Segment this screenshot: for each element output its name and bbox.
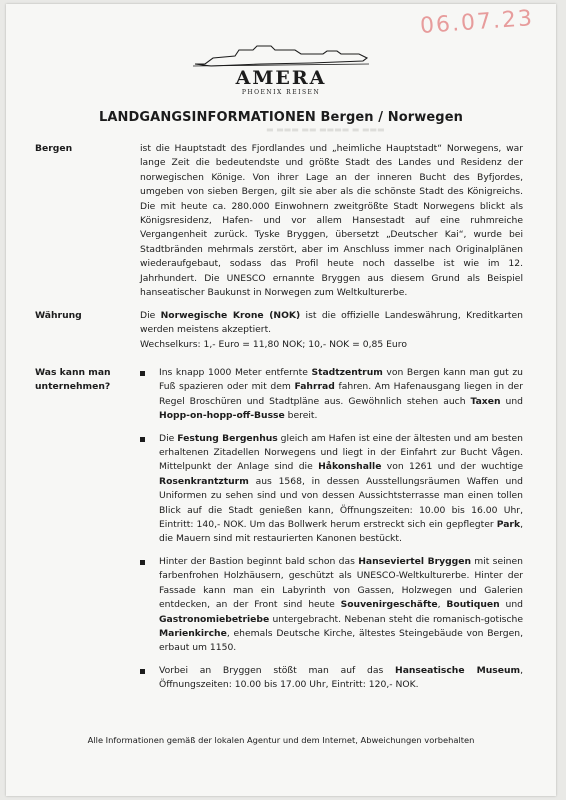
section-label-activities — [35, 366, 125, 395]
label-line: unternehmen? — [35, 381, 111, 393]
brand-name: AMERA — [235, 67, 327, 89]
text-run: aus 1568, in dessen Ausstellungsräumen Waffen und Uniformen zu sehen sind und von dessen Aussichtsterrasse man einen tollen Blick auf die Stadt genießen kann, Öffnungszeiten: 10.00 bis 16.00 Uhr, Eintritt: 140,- NOK. Um das Bollwerk herum erstreckt sich ein gepflegter — [159, 475, 523, 531]
highlight: Boutiquen — [446, 599, 500, 611]
section-label-waehrung: Währung — [35, 310, 82, 321]
bullet-icon — [140, 669, 145, 674]
handwritten-date: 06.07.23 — [419, 6, 535, 39]
waehrung-paragraph — [140, 309, 523, 338]
text-run: mit seinen farbenfrohen Holzhäusern, geschützt als UNESCO-Weltkulturerbe. Hinter der Fassade kann man ein Labyrinth von Gassen, Holzwegen und Galerien entdecken, an der Front sind heute — [159, 555, 523, 611]
page-title: LANDGANGSINFORMATIONEN Bergen / Norwegen — [99, 110, 463, 125]
text-run: , — [437, 599, 447, 611]
highlight: Gastronomiebetriebe — [159, 613, 270, 625]
document-page — [6, 4, 556, 796]
text-run: von 1261 und der wuchtige — [381, 461, 523, 473]
footer-disclaimer: Alle Informationen gemäß der lokalen Agentur und dem Internet, Abweichungen vorbehalten — [87, 735, 475, 745]
highlight: Fahrrad — [294, 381, 335, 393]
text-run: Ins knapp 1000 Meter entfernte — [159, 367, 312, 378]
activities-list — [140, 366, 523, 693]
highlight: Stadtzentrum — [311, 367, 383, 378]
text-run: Die — [159, 432, 178, 444]
highlight: Rosenkrantzturm — [159, 475, 249, 487]
bullet-icon — [140, 560, 145, 565]
brand-subtitle: PHOENIX REISEN — [241, 89, 321, 96]
text-run: , ehemals Deutsche Kirche, ältestes Steingebäude von Bergen, erbaut um 1150. — [159, 627, 523, 654]
show-through-texture: ▬ ▬▬▬ ▬▬ ▬▬▬▬ ▬ ▬▬▬ — [266, 125, 385, 134]
bullet-icon — [140, 371, 145, 376]
text-run: untergebracht. Nebenan steht die romanisch-gotische — [269, 613, 523, 625]
text-run: Hinter der Bastion beginnt bald schon das — [159, 555, 359, 567]
highlight: Souvenirgeschäfte — [340, 599, 438, 611]
highlight: Park — [496, 519, 521, 531]
amera-logo — [6, 42, 556, 96]
text-run: Vorbei an Bryggen stößt man auf das — [159, 664, 395, 676]
label-line: Was kann man — [35, 367, 111, 378]
exchange-rate: Wechselkurs: 1,- Euro = 11,80 NOK; 10,- NOK = 0,85 Euro — [140, 338, 407, 350]
highlight: Hopp-on-hopp-off-Busse — [159, 410, 285, 422]
highlight: Hanseatische Museum — [395, 664, 521, 676]
section-text-bergen — [140, 142, 523, 300]
highlight: Marienkirche — [159, 627, 227, 639]
text-run: und — [499, 599, 523, 611]
highlight: Håkonshalle — [318, 461, 382, 473]
bergen-paragraph: ist die Hauptstadt des Fjordlandes und „heimliche Hauptstadt“ Norwegens, war lange Zeit die bedeutendste und größte Stadt des Landes und Residenz der norwegischen Könige. Von ihrer Lage an der inneren Bucht des Byfjordes, umgeben von sieben Bergen, gilt sie aber als die schönste Stadt des Königreichs. Die mit heute ca. 280.000 Einwohnern zweitgrößte Stadt Norwegens blickt als Königsresidenz, Hafen- und vor allem Hansestadt auf eine ruhmreiche Vergangenheit zurück. Tyske Bryggen, übersetzt „Deutscher Kai“, wurde bei Stadtbränden mehrmals zerstört, aber im Anschluss immer nach Originalplänen wiederaufgebaut, sodass das Profil heute noch dasselbe ist wie im 12. Jahrhundert. Die UNESCO ernannte Bryggen aus diesem Grund als Beispiel hanseatischer Baukunst in Norwegen zum Weltkulturerbe. — [140, 143, 523, 299]
highlight: Hanseviertel Bryggen — [358, 555, 472, 567]
bullet-icon — [140, 437, 145, 442]
text-run: , Öffnungszeiten: 10.00 bis 17.00 Uhr, Eintritt: 120,- NOK. — [159, 664, 523, 691]
highlight: Taxen — [470, 395, 501, 407]
section-text-waehrung — [140, 309, 523, 352]
text-run: fahren. Am Hafenausgang liegen in der Regel Broschüren und Stadtpläne aus. Gewöhnlich stehen auch — [159, 381, 523, 407]
section-label-bergen: Bergen — [35, 143, 73, 154]
currency-name: Norwegische Krone (NOK) — [160, 310, 301, 321]
text-run: gleich am Hafen ist eine der ältesten und am besten erhaltenen Zitadellen Norwegens und liegt in der Einfahrt zur Bucht Vågen. Mittelpunkt der Anlage sind die — [159, 432, 523, 473]
text-run: Die — [140, 310, 161, 321]
text-run: bereit. — [284, 410, 318, 422]
list-item — [140, 555, 523, 656]
text-run: ist die offizielle Landeswährung, Kreditkarten werden meistens akzeptiert. — [140, 310, 523, 336]
highlight: Festung Bergenhus — [177, 432, 278, 444]
ship-silhouette-icon — [191, 42, 371, 68]
list-item — [140, 432, 523, 547]
text-run: und — [500, 395, 523, 407]
text-run: , die Mauern sind mit restaurierten Kanonen bestückt. — [159, 519, 523, 545]
activities-list-container — [140, 366, 523, 701]
list-item — [140, 664, 523, 693]
text-run: von Bergen kann man gut zu Fuß spazieren oder mit dem — [159, 367, 523, 393]
list-item — [140, 366, 523, 424]
